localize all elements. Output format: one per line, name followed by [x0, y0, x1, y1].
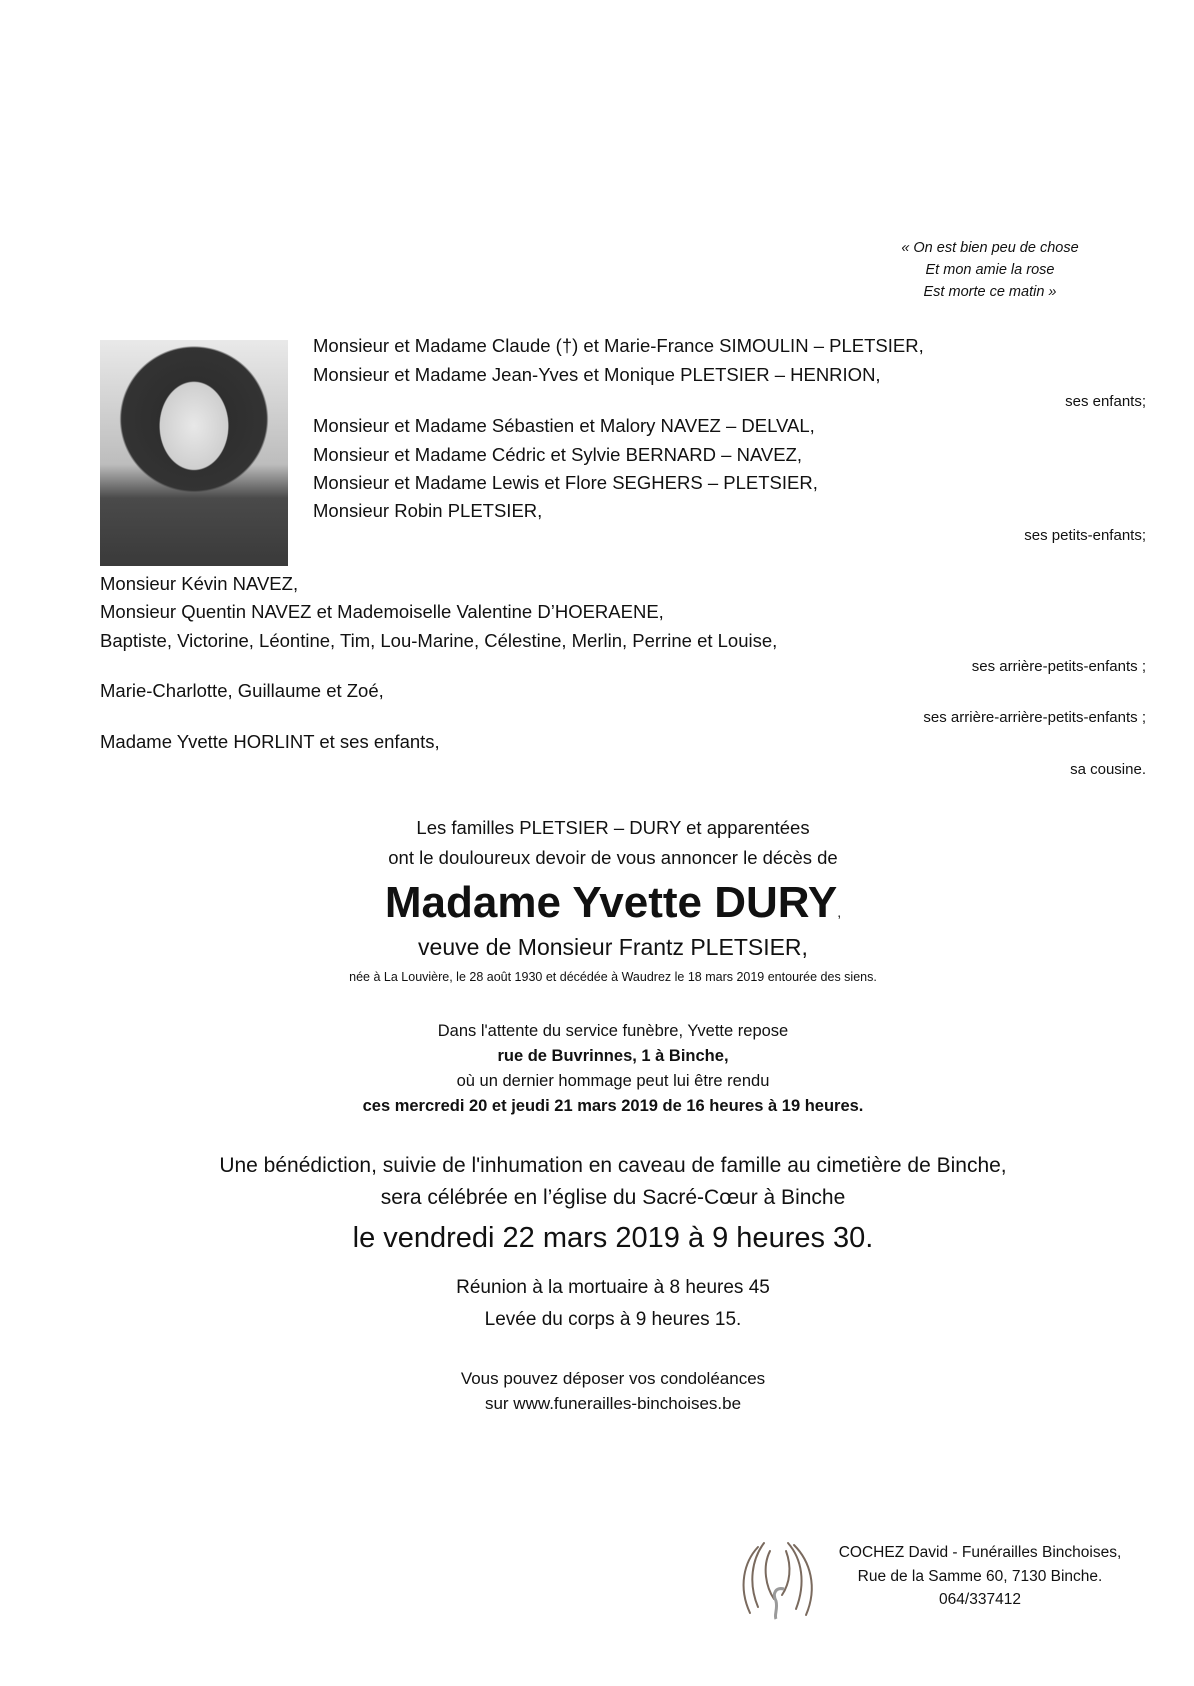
meeting-line: Levée du corps à 9 heures 15.	[484, 1309, 742, 1330]
footer-line: Rue de la Samme 60, 7130 Binche.	[857, 1568, 1103, 1585]
family-line: Monsieur et Madame Sébastien et Malory NAVEZ – DELVAL,	[313, 415, 815, 436]
family-line: Madame Yvette HORLINT et ses enfants,	[100, 731, 440, 752]
condolences-link[interactable]: sur www.funerailles-binchoises.be	[484, 1394, 742, 1413]
phoenix-logo-icon	[736, 1537, 822, 1621]
footer-line: COCHEZ David - Funérailles Binchoises,	[838, 1544, 1122, 1561]
family-line: Monsieur et Madame Cédric et Sylvie BERNARD – NAVEZ,	[313, 444, 803, 465]
family-line: Monsieur et Madame Jean-Yves et Monique PLETSIER – HENRION,	[313, 364, 881, 385]
family-line: Baptiste, Victorine, Léontine, Tim, Lou-Marine, Célestine, Merlin, Perrine et Louise,	[100, 630, 778, 651]
name-comma: ,	[837, 904, 842, 920]
dates-line: née à La Louvière, le 28 août 1930 et décédée à Waudrez le 18 mars 2019 entourée des siens.	[349, 970, 877, 984]
condolences-line: Vous pouvez déposer vos condoléances	[460, 1369, 766, 1388]
relation-label: ses enfants;	[1065, 393, 1146, 410]
visit-line: Dans l'attente du service funèbre, Yvette repose	[437, 1022, 789, 1040]
relation-label: ses petits-enfants;	[1024, 527, 1146, 544]
quote-line: Et mon amie la rose	[925, 262, 1055, 278]
portrait-photo	[100, 340, 288, 566]
visit-address: rue de Buvrinnes, 1 à Binche,	[497, 1047, 729, 1065]
quote-line: « On est bien peu de chose	[901, 240, 1079, 256]
widow-line: veuve de Monsieur Frantz PLETSIER,	[418, 934, 808, 960]
visit-times: ces mercredi 20 et jeudi 21 mars 2019 de 16 heures à 19 heures.	[362, 1097, 864, 1115]
announce-line: ont le douloureux devoir de vous annoncer le décès de	[388, 847, 838, 868]
family-line: Monsieur Robin PLETSIER,	[313, 500, 543, 521]
family-line: Monsieur Quentin NAVEZ et Mademoiselle Valentine D’HOERAENE,	[100, 601, 664, 622]
announce-line: Les familles PLETSIER – DURY et apparentées	[416, 817, 810, 838]
quote-line: Est morte ce matin »	[923, 284, 1057, 300]
deceased-name-text: Madame Yvette DURY	[384, 878, 838, 927]
relation-label: ses arrière-petits-enfants ;	[971, 658, 1146, 675]
family-line: Marie-Charlotte, Guillaume et Zoé,	[100, 680, 384, 701]
visit-line: où un dernier hommage peut lui être rendu	[456, 1072, 770, 1090]
ceremony-date: le vendredi 22 mars 2019 à 9 heures 30.	[352, 1222, 874, 1254]
deceased-name	[0, 876, 1194, 939]
ceremony-line: sera célébrée en l’église du Sacré-Cœur à Binche	[380, 1186, 846, 1209]
family-line: Monsieur et Madame Lewis et Flore SEGHERS – PLETSIER,	[313, 472, 818, 493]
family-line: Monsieur et Madame Claude (†) et Marie-France SIMOULIN – PLETSIER,	[313, 335, 924, 356]
footer-phone: 064/337412	[939, 1591, 1021, 1608]
family-line: Monsieur Kévin NAVEZ,	[100, 573, 299, 594]
ceremony-line: Une bénédiction, suivie de l'inhumation en caveau de famille au cimetière de Binche,	[219, 1154, 1007, 1177]
relation-label: sa cousine.	[1070, 761, 1146, 778]
relation-label: ses arrière-arrière-petits-enfants ;	[923, 709, 1146, 726]
meeting-line: Réunion à la mortuaire à 8 heures 45	[456, 1277, 770, 1298]
